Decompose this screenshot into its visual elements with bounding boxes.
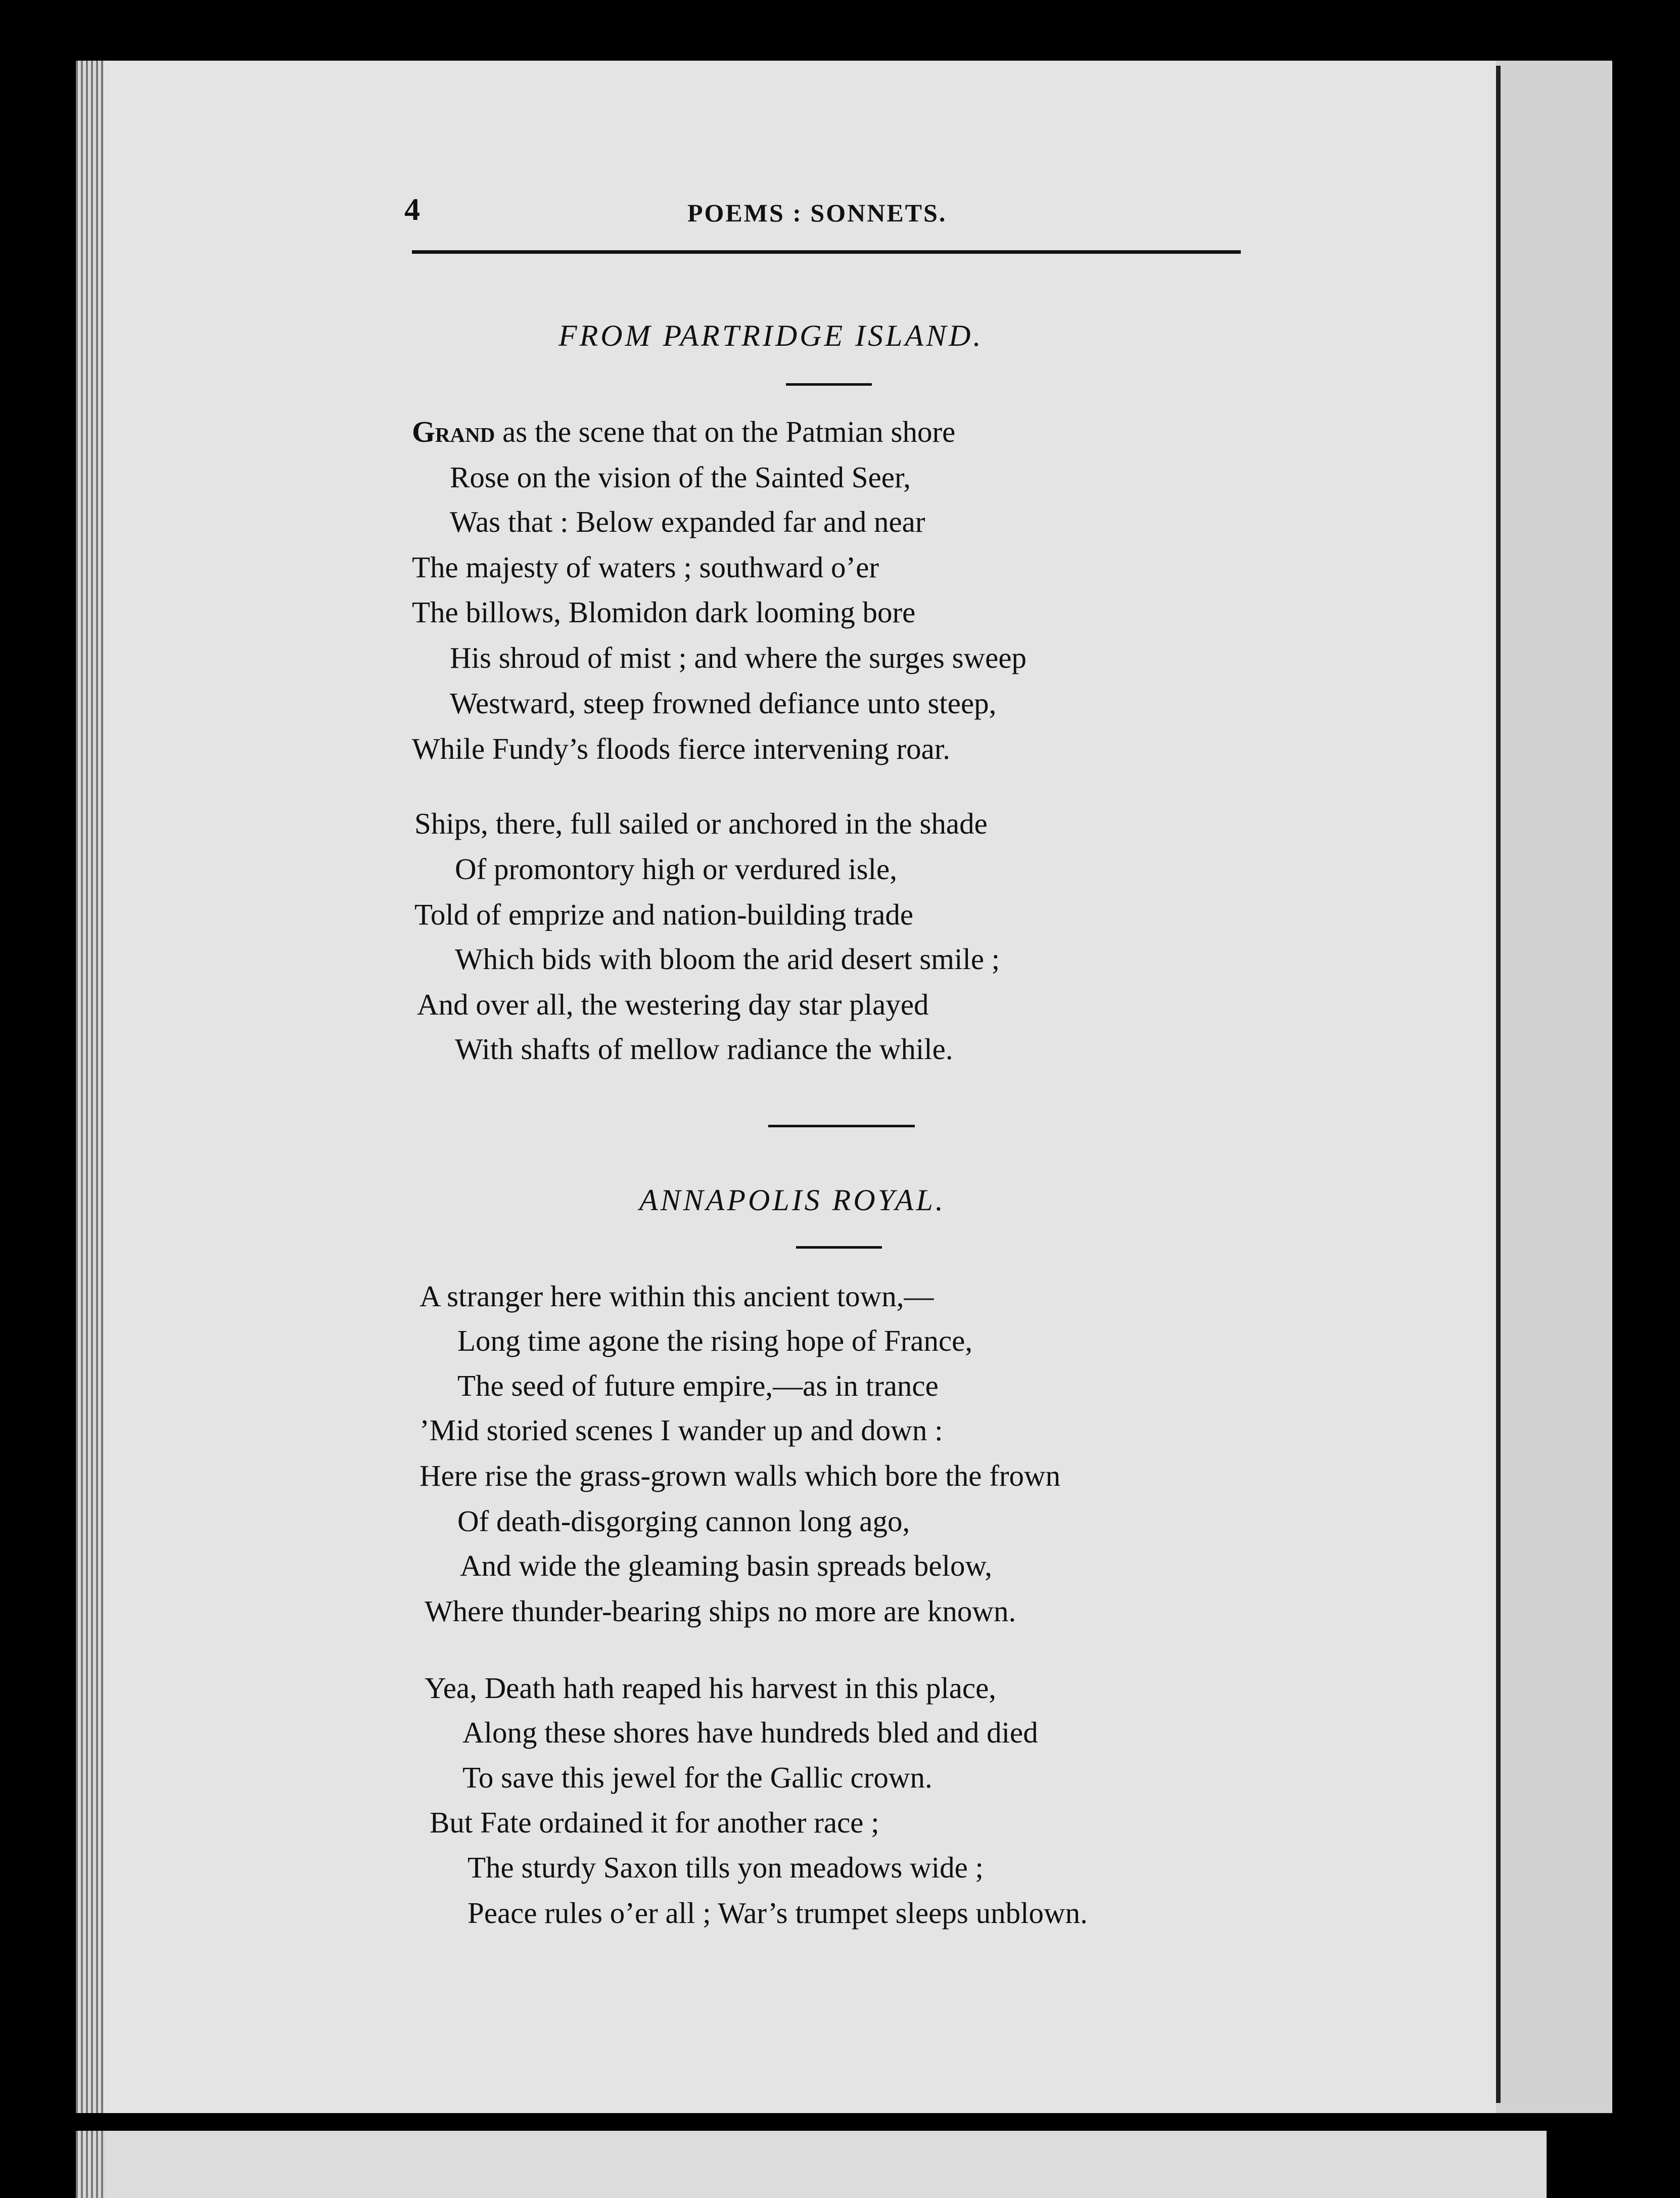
page-fold-line: [1496, 66, 1501, 2103]
poem-line: Where thunder-bearing ships no more are known.: [425, 1594, 1016, 1628]
poem-line: Westward, steep frowned defiance unto steep,: [450, 686, 997, 720]
poem-line: Which bids with bloom the arid desert smile ;: [455, 942, 1000, 976]
poem-line: The majesty of waters ; southward o’er: [412, 551, 879, 584]
poem-line: Was that : Below expanded far and near: [450, 505, 925, 538]
poem-line: Rose on the vision of the Sainted Seer,: [450, 461, 911, 494]
book-page: [91, 61, 1506, 2113]
poem-line: While Fundy’s floods fierce intervening roar.: [412, 732, 950, 765]
page-binding-edge: [76, 61, 104, 2113]
page-header: [404, 192, 1233, 243]
section-divider: [768, 1125, 915, 1127]
poem-line: Told of emprize and nation-building trade: [414, 898, 914, 931]
poem-line: The billows, Blomidon dark looming bore: [412, 596, 916, 629]
title-rule: [796, 1246, 882, 1249]
poem-line: With shafts of mellow radiance the while.: [455, 1032, 953, 1066]
poem-line: Of promontory high or verdured isle,: [455, 852, 897, 886]
page-number: 4: [404, 193, 420, 227]
poem-line: His shroud of mist ; and where the surges sweep: [450, 641, 1027, 674]
poem-title: FROM PARTRIDGE ISLAND.: [558, 319, 984, 352]
poem-line: Long time agone the rising hope of France,: [457, 1324, 973, 1357]
poem-line: The sturdy Saxon tills yon meadows wide ;: [468, 1851, 984, 1884]
poem-line: And wide the gleaming basin spreads below,: [460, 1549, 993, 1582]
poem-line: The seed of future empire,—as in trance: [457, 1369, 939, 1402]
poem-title: ANNAPOLIS ROYAL.: [639, 1183, 946, 1217]
poem-line: Grand as the scene that on the Patmian shore: [412, 415, 956, 448]
poem-line: Yea, Death hath reaped his harvest in this place,: [425, 1671, 997, 1705]
poem-line: Along these shores have hundreds bled and died: [462, 1716, 1038, 1749]
poem-line: Of death-disgorging cannon long ago,: [457, 1504, 910, 1538]
header-rule: [412, 250, 1241, 254]
running-head: POEMS : SONNETS.: [687, 199, 947, 227]
adjacent-page-edge: [1496, 61, 1612, 2113]
next-page-strip: [76, 2131, 1547, 2198]
poem-line: And over all, the westering day star played: [417, 988, 929, 1021]
title-rule: [786, 383, 872, 386]
poem-line: A stranger here within this ancient town,—: [419, 1279, 934, 1313]
poem-line: Peace rules o’er all ; War’s trumpet sleeps unblown.: [468, 1896, 1088, 1930]
poem-line: Here rise the grass-grown walls which bore the frown: [419, 1459, 1061, 1492]
poem-line: ’Mid storied scenes I wander up and down :: [419, 1413, 943, 1447]
poem-line: Ships, there, full sailed or anchored in the shade: [414, 807, 988, 840]
poem-line: To save this jewel for the Gallic crown.: [462, 1761, 932, 1794]
poem-line: But Fate ordained it for another race ;: [430, 1806, 879, 1839]
